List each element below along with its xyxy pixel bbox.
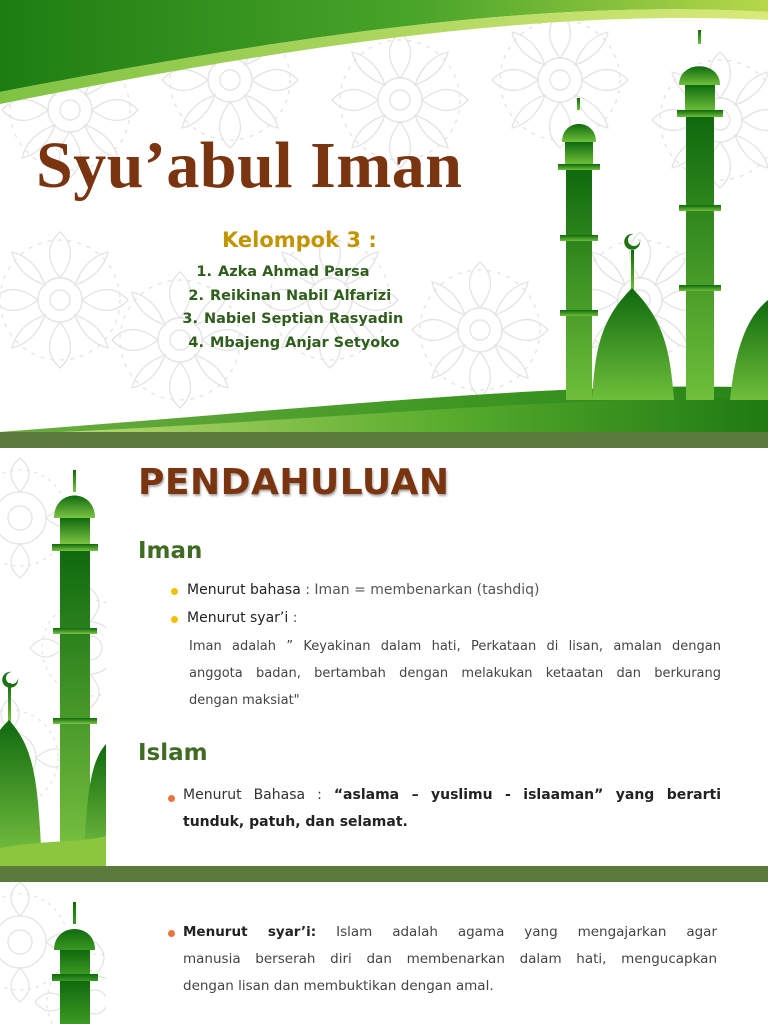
section-heading: PENDAHULUAN [138,462,450,503]
member-number: 1. [196,264,212,280]
member-item [178,288,403,312]
iman-definition-line: Iman adalah ” Keyakinan dalam hati, Perkataan di lisan, amalan dengan [189,639,721,654]
member-number: 4. [188,334,204,351]
iman-definition-line: anggota badan, bertambah dengan melakukan ketaatan dan berkurang [189,666,721,681]
bullet-dot [171,588,178,595]
member-list [178,264,403,358]
left-decoration [0,882,106,1024]
member-number: 2. [188,287,204,304]
member-name: Nabiel Septian Rasyadin [204,311,404,327]
iman-syari-label: Menurut syar’i [187,610,289,626]
member-item [172,311,403,335]
iman-syari-colon: : [288,610,298,626]
bullet-dot [168,795,175,802]
member-number: 3. [182,311,198,327]
title-slide [0,0,768,432]
slide-divider [0,866,768,882]
minaret-illustration [0,448,106,866]
bullet-dot [171,616,178,623]
member-item [178,264,403,288]
slide-divider [0,432,768,448]
islam-syari-line: manusia berserah diri dan membenarkan dalam hati, mengucapkan [183,951,717,967]
islam-bahasa-colon: : [305,787,334,803]
islam-definition-slide [0,882,768,1024]
islam-bahasa-text: “aslama – yuslimu - islaaman” yang berarti [333,787,722,803]
member-name: Reikinan Nabil Alfarizi [210,287,392,304]
mosque-silhouette [540,30,768,400]
islam-bahasa-label: Menurut Bahasa [183,787,306,803]
group-label: Kelompok 3 : [222,228,377,252]
left-decoration [0,448,106,866]
presentation-title: Syu’abul Iman [36,129,463,202]
islam-syari-label: Menurut syar’i: [183,924,317,940]
minaret-illustration [0,882,106,1024]
islam-heading: Islam [138,740,208,766]
member-item [178,335,403,359]
member-name: Azka Ahmad Parsa [218,264,370,280]
introduction-slide [0,448,768,866]
iman-definition [189,633,721,714]
islam-syari-line: Islam adalah agama yang mengajarkan agar [316,924,717,940]
islam-bahasa [183,782,721,836]
bullet-dot [168,930,175,937]
islam-bahasa-text-continued: tunduk, patuh, dan selamat. [183,814,408,830]
islam-syari-line: dengan lisan dan membuktikan dengan amal. [183,978,494,994]
islam-syari-definition [183,919,717,1000]
iman-bahasa-label: Menurut bahasa [187,582,301,598]
iman-bahasa-text: : Iman = membenarkan (tashdiq) [300,582,540,598]
iman-heading: Iman [138,538,203,564]
member-name: Mbajeng Anjar Setyoko [210,334,400,351]
iman-definition-line: dengan maksiat" [189,693,300,708]
